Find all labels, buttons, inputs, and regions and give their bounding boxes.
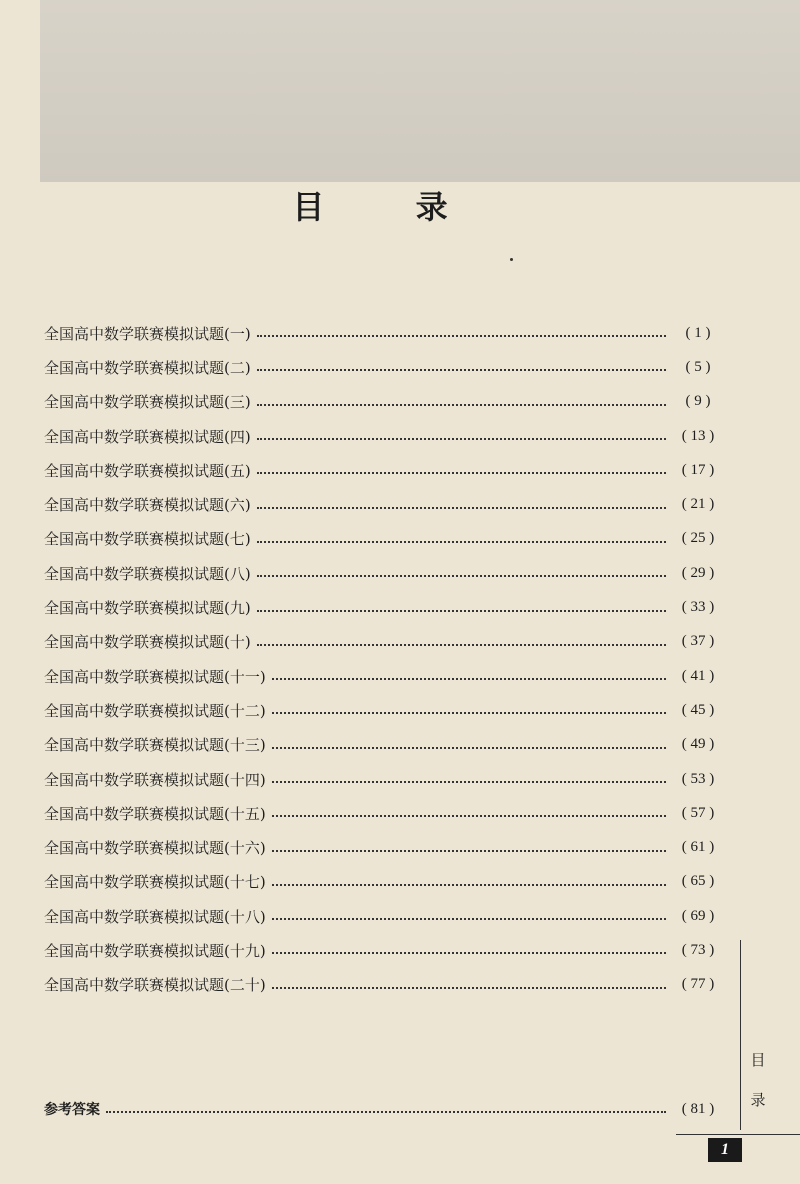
toc-entry[interactable] [44,933,724,967]
side-section-label [748,1040,768,1120]
toc-entry-page: ( 65 ) [681,873,715,890]
toc-entry[interactable] [44,350,724,384]
toc-entry-label: 全国高中数学联赛模拟试题(十三) [44,736,266,755]
toc-entry-label: 全国高中数学联赛模拟试题(七) [44,530,251,549]
toc-entry[interactable] [44,522,724,556]
dot-leader [106,1111,666,1113]
dot-leader [272,884,666,886]
toc-entry[interactable] [44,865,724,899]
toc-entry-label: 全国高中数学联赛模拟试题(十二) [44,701,266,720]
toc-entry-label: 全国高中数学联赛模拟试题(四) [44,427,251,446]
toc-entry-label: 全国高中数学联赛模拟试题(十四) [44,770,266,789]
dot-leader [257,335,666,337]
dot-leader [257,610,666,612]
toc-entry-page: ( 77 ) [681,976,715,993]
dot-leader [272,678,666,680]
dot-leader [272,712,666,714]
toc-entry[interactable] [44,556,724,590]
toc-entry-page: ( 29 ) [681,564,715,581]
toc-entry-page: ( 13 ) [681,427,715,444]
toc-entry[interactable] [44,385,724,419]
toc-entry[interactable] [44,830,724,864]
toc-entry-label: 全国高中数学联赛模拟试题(二十) [44,976,266,995]
toc-entry-label: 全国高中数学联赛模拟试题(六) [44,496,251,515]
dot-leader [257,575,666,577]
dot-leader [272,850,666,852]
toc-entry-page: ( 53 ) [681,770,715,787]
answers-entry[interactable] [44,1092,724,1126]
toc-entry-label: 全国高中数学联赛模拟试题(十七) [44,873,266,892]
toc-entry-label: 全国高中数学联赛模拟试题(十一) [44,667,266,686]
toc-entry-label: 全国高中数学联赛模拟试题(三) [44,393,251,412]
toc-entry-page: ( 1 ) [685,324,711,341]
toc-entry-label: 全国高中数学联赛模拟试题(九) [44,599,251,618]
toc-entry-label: 全国高中数学联赛模拟试题(一) [44,324,251,343]
dot-leader [257,472,666,474]
toc-entry-page: ( 37 ) [681,633,715,650]
toc-entry[interactable] [44,419,724,453]
toc-entry-page: ( 57 ) [681,804,715,821]
dot-leader [272,987,666,989]
toc-entry[interactable] [44,968,724,1002]
dot-leader [257,404,666,406]
dot-leader [257,438,666,440]
toc-entry-page: ( 45 ) [681,701,715,718]
toc-entry-label: 全国高中数学联赛模拟试题(二) [44,358,251,377]
toc-entry-page: ( 49 ) [681,736,715,753]
toc-entry[interactable] [44,899,724,933]
toc-entry-page: ( 5 ) [685,358,711,375]
toc-entry[interactable] [44,693,724,727]
toc-entry-label: 全国高中数学联赛模拟试题(八) [44,564,251,583]
toc-entry-label: 全国高中数学联赛模拟试题(十五) [44,804,266,823]
dot-leader [257,369,666,371]
toc-entry-label: 全国高中数学联赛模拟试题(十九) [44,941,266,960]
toc-entry-page: ( 9 ) [685,393,711,410]
toc-entry-page: ( 21 ) [681,496,715,513]
toc-entry-page: ( 33 ) [681,599,715,616]
header-band [40,0,800,182]
toc-entry[interactable] [44,590,724,624]
dot-leader [272,747,666,749]
answers-page: ( 81 ) [681,1100,715,1117]
dot-leader [257,507,666,509]
toc-entry-page: ( 69 ) [681,907,715,924]
sidebar-divider [740,940,741,1130]
toc-entry[interactable] [44,487,724,521]
toc-entry[interactable] [44,659,724,693]
dot-leader [272,918,666,920]
decorative-dot [510,258,513,261]
toc-entry-label: 全国高中数学联赛模拟试题(五) [44,461,251,480]
dot-leader [272,815,666,817]
toc-entry-label: 全国高中数学联赛模拟试题(十六) [44,839,266,858]
toc-entry[interactable] [44,728,724,762]
page-number: 1 [708,1138,742,1162]
toc-entry[interactable] [44,316,724,350]
answers-label: 参考答案 [44,1102,100,1119]
side-label-char: 目 [750,1051,766,1069]
toc-entry-label: 全国高中数学联赛模拟试题(十) [44,633,251,652]
toc-entry[interactable] [44,453,724,487]
toc-entry-label: 全国高中数学联赛模拟试题(十八) [44,907,266,926]
toc-entry[interactable] [44,796,724,830]
side-label-char: 录 [750,1091,766,1109]
dot-leader [257,644,666,646]
toc-entry-page: ( 61 ) [681,839,715,856]
toc-list [44,316,724,1002]
toc-entry-page: ( 41 ) [681,667,715,684]
footer-rule [676,1134,800,1135]
toc-entry-page: ( 17 ) [681,461,715,478]
page-title: 目 录 [292,188,488,226]
dot-leader [257,541,666,543]
toc-entry[interactable] [44,625,724,659]
toc-entry-page: ( 73 ) [681,941,715,958]
toc-entry[interactable] [44,762,724,796]
dot-leader [272,952,666,954]
toc-entry-page: ( 25 ) [681,530,715,547]
dot-leader [272,781,666,783]
